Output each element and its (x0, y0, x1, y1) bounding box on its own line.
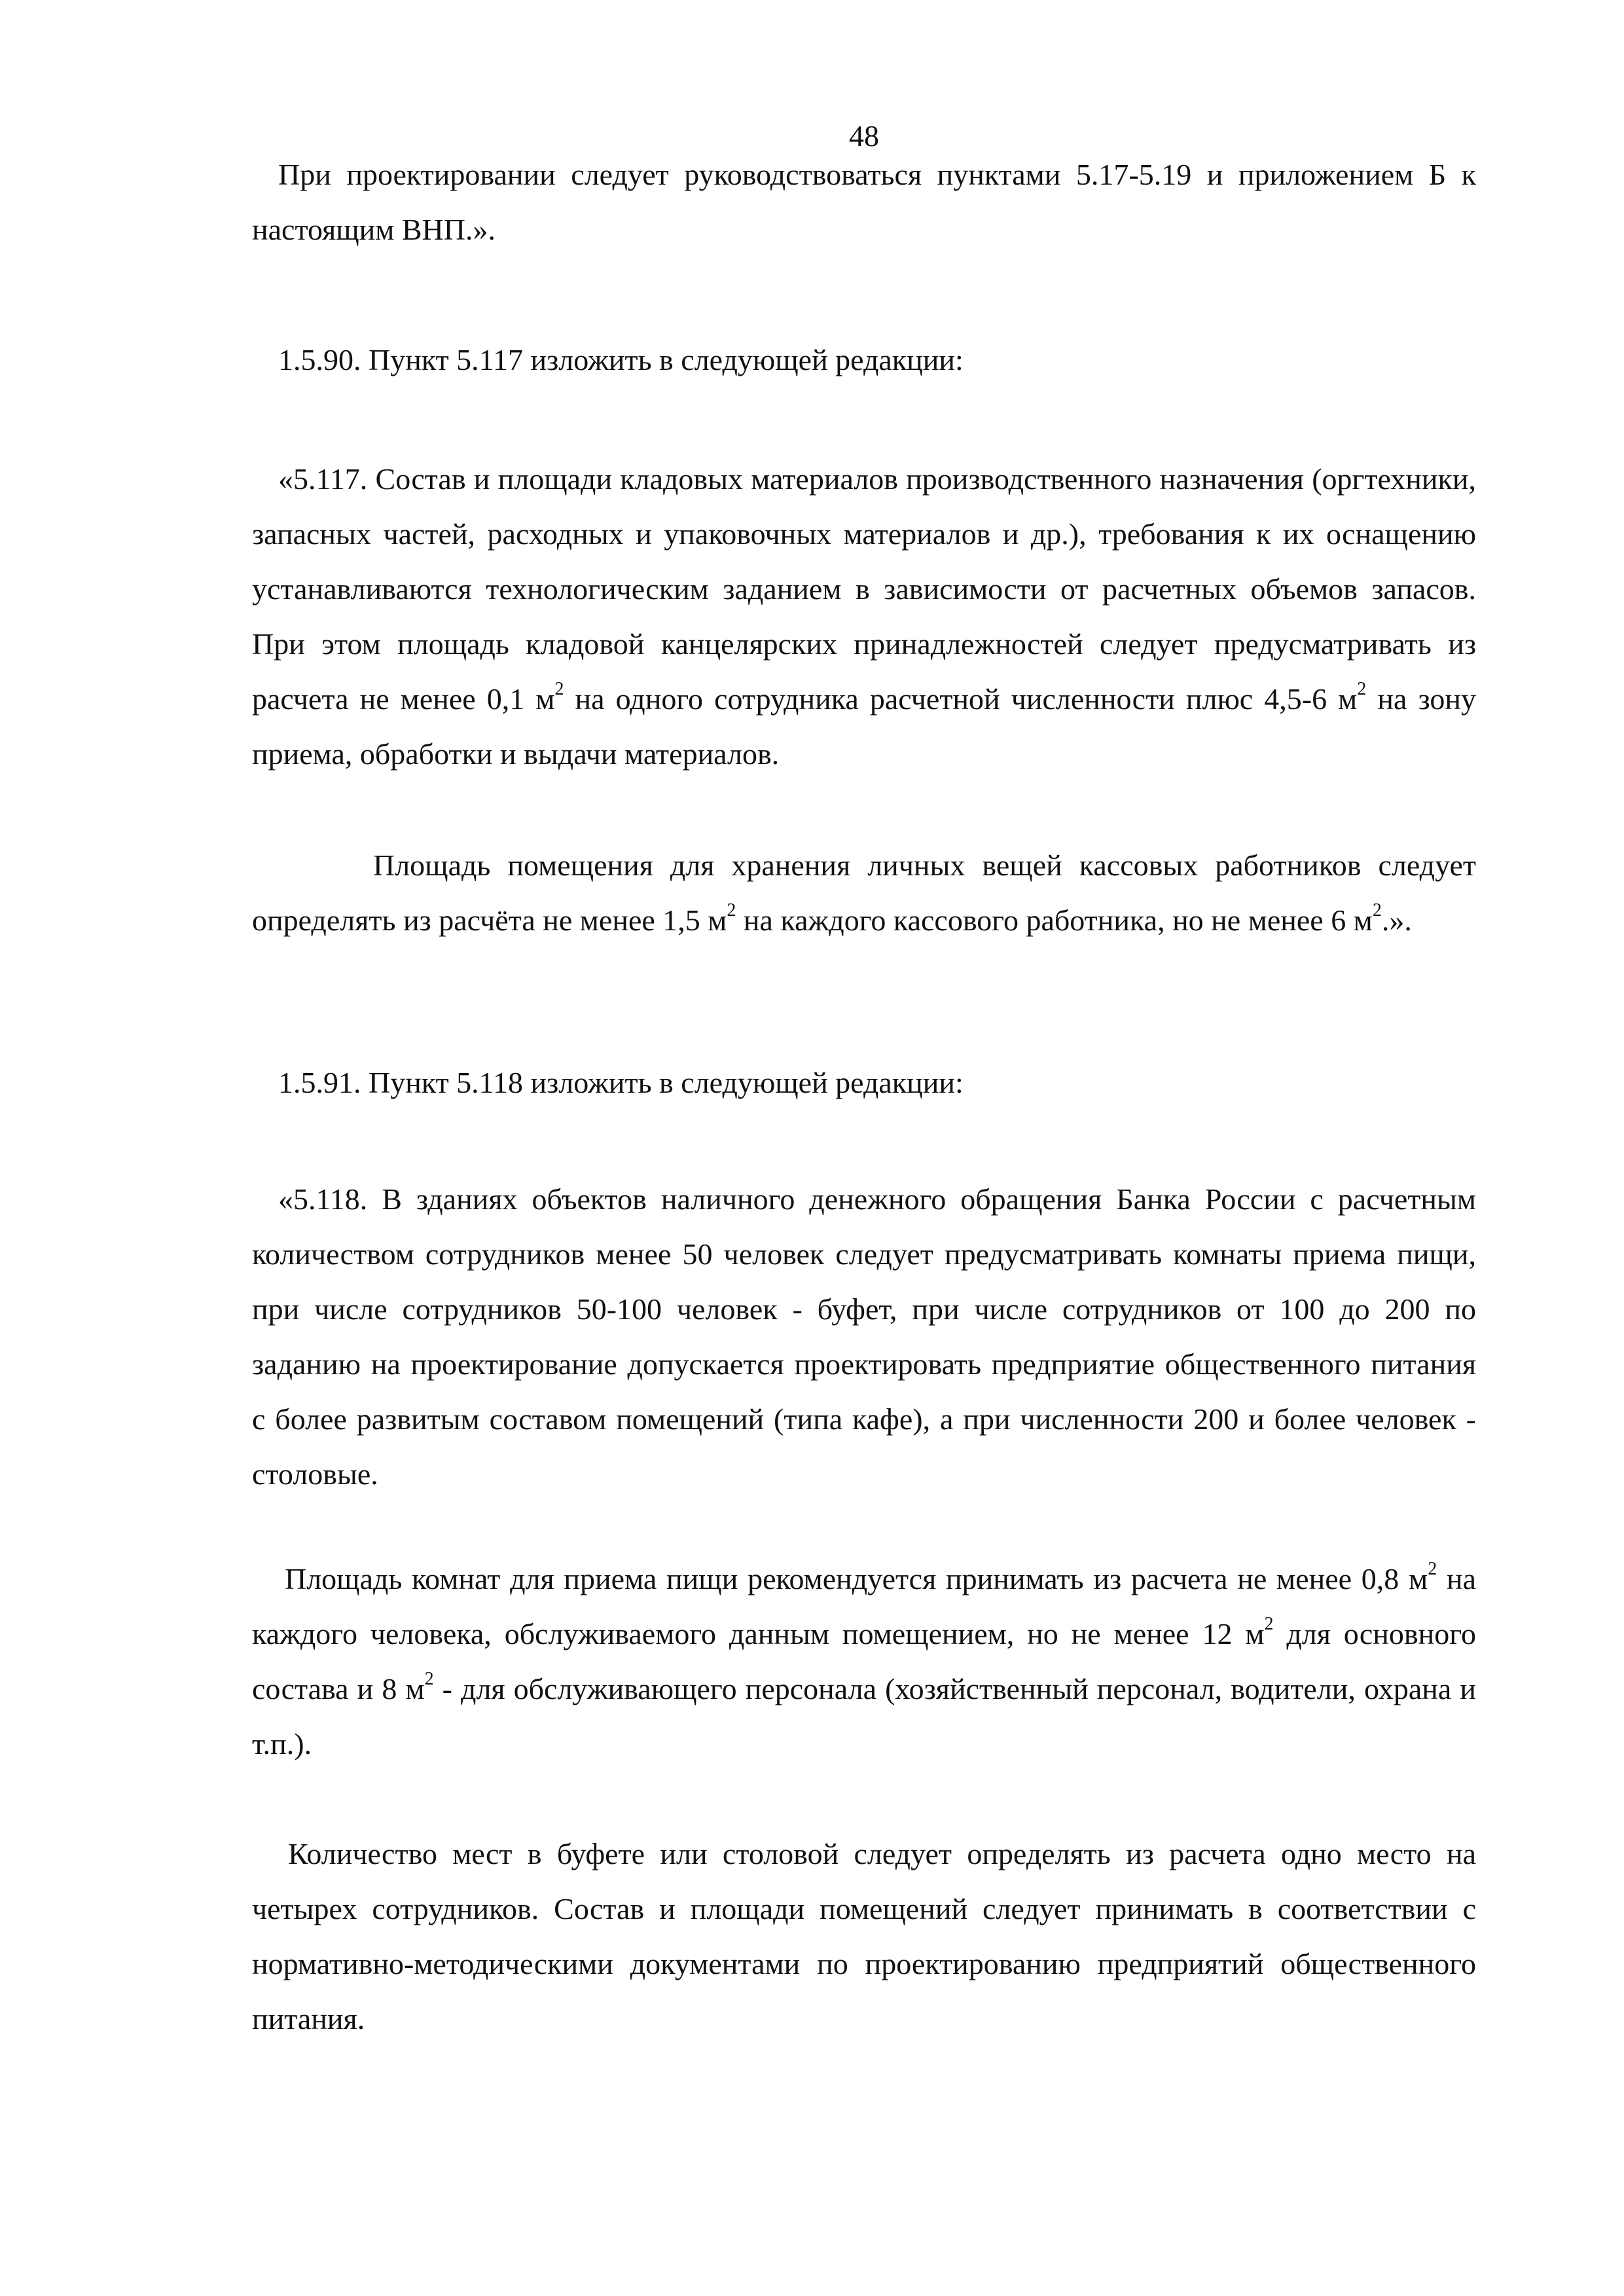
superscript: 2 (1357, 678, 1367, 699)
paragraph-text: «5.118. В зданиях объектов наличного денежного обращения Банка России с расчетным количеством сотрудников менее 50 человек следует предусматривать комнаты приема пищи, при числе сотрудников 50-100 человек - буфет, при числе сотрудников от 100 до 200 по заданию на проектирование допускается проектировать предприятие общественного питания с более развитым составом помещений (типа кафе), а при численности 200 и более человек - столовые. (252, 1182, 1476, 1491)
paragraph-text: на каждого человека, обслуживаемого данным помещением, но не менее 12 м (252, 1562, 1476, 1650)
paragraph-item-1-5-90 (252, 333, 1476, 388)
page-number: 48 (849, 119, 879, 153)
paragraph-text: .». (1381, 903, 1412, 937)
paragraph-text: на зону приема, обработки и выдачи материалов. (252, 682, 1476, 771)
paragraph-item-1-5-91 (252, 1055, 1476, 1110)
paragraph-text: на каждого кассового работника, но не менее 6 м (736, 903, 1373, 937)
paragraph-text: на одного сотрудника расчетной численности плюс 4,5-6 м (564, 682, 1358, 716)
paragraph-text: 1.5.91. Пункт 5.118 изложить в следующей редакции: (278, 1066, 964, 1099)
superscript: 2 (727, 900, 736, 920)
superscript: 2 (1428, 1558, 1437, 1579)
paragraph-design-reference (252, 147, 1476, 257)
paragraph-text: Количество мест в буфете или столовой следует определять из расчета одно место на четырех сотрудников. Состав и площади помещений следует принимать в соответствии с нормативно-методическими документами по проектированию предприятий общественного питания. (252, 1837, 1476, 2035)
superscript: 2 (554, 678, 564, 699)
superscript: 2 (424, 1668, 434, 1689)
paragraph-text: При проектировании следует руководствоваться пунктами 5.17-5.19 и приложением Б к настоящим ВНП.». (252, 158, 1476, 246)
paragraph-text: 1.5.90. Пункт 5.117 изложить в следующей редакции: (278, 343, 964, 376)
paragraph-clause-5-117 (252, 452, 1476, 782)
paragraph-text: Площадь помещения для хранения личных вещей кассовых работников следует определять из расчёта не менее 1,5 м (252, 848, 1476, 937)
paragraph-text: Площадь комнат для приема пищи рекомендуется принимать из расчета не менее 0,8 м (285, 1562, 1428, 1595)
superscript: 2 (1264, 1613, 1274, 1634)
paragraph-clause-5-118 (252, 1172, 1476, 1502)
paragraph-cashier-storage (252, 838, 1476, 948)
paragraph-text: - для обслуживающего персонала (хозяйственный персонал, водители, охрана и т.п.). (252, 1672, 1476, 1760)
paragraph-text: «5.117. Состав и площади кладовых материалов производственного назначения (оргтехники, запасных частей, расходных и упаковочных материалов и др.), требования к их оснащению устанавливаются технологическим заданием в зависимости от расчетных объемов запасов. При этом площадь кладовой канцелярских принадлежностей следует предусматривать из расчета не менее 0,1 м (252, 462, 1476, 716)
paragraph-dining-room-area (252, 1552, 1476, 1772)
paragraph-text: для основного состава и 8 м (252, 1617, 1476, 1705)
paragraph-buffet-seats (252, 1827, 1476, 2047)
superscript: 2 (1372, 900, 1382, 920)
